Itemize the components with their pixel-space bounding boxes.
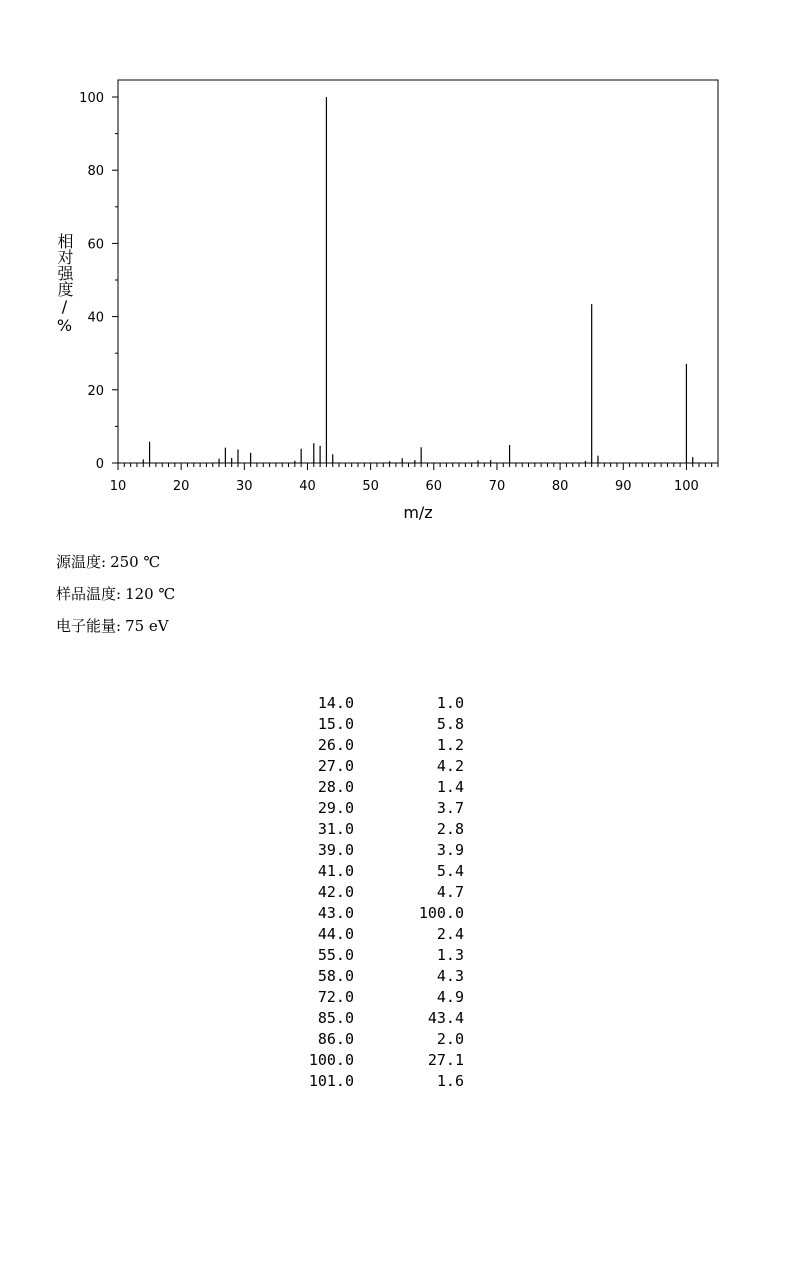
mz-cell: 26.0 [317, 736, 354, 754]
condition-label: 样品温度 [56, 585, 117, 603]
intensity-cell: 3.7 [436, 799, 464, 817]
y-axis-label: 相对强度/% [55, 233, 74, 335]
intensity-cell: 4.9 [436, 988, 464, 1006]
intensity-cell: 3.9 [436, 841, 464, 859]
plot-frame [118, 80, 718, 463]
condition-sample-temperature [56, 583, 175, 604]
condition-label: 电子能量 [56, 617, 117, 635]
x-tick-label: 50 [362, 479, 379, 494]
table-row [280, 777, 464, 798]
table-row [280, 756, 464, 777]
x-tick-label: 80 [551, 479, 569, 494]
mz-cell: 15.0 [317, 715, 354, 733]
intensity-cell: 100.0 [418, 904, 464, 922]
intensity-cell: 1.4 [436, 778, 464, 796]
condition-value: 250 ℃ [110, 553, 161, 571]
intensity-cell: 1.3 [436, 946, 464, 964]
y-tick-label: 60 [87, 237, 104, 253]
table-row [280, 840, 464, 861]
intensity-cell: 4.3 [436, 967, 464, 985]
y-axis [79, 91, 118, 472]
mz-cell: 41.0 [317, 862, 354, 880]
table-row [280, 987, 464, 1008]
intensity-cell: 1.2 [436, 736, 464, 754]
intensity-cell: 5.4 [436, 862, 464, 880]
table-row [280, 861, 464, 882]
condition-electron-energy [56, 615, 169, 636]
mz-cell: 85.0 [317, 1009, 354, 1027]
condition-source-temperature [56, 551, 160, 572]
table-row [280, 1071, 464, 1092]
mz-cell: 100.0 [308, 1051, 354, 1069]
x-tick-label: 10 [109, 479, 127, 494]
mz-cell: 28.0 [317, 778, 354, 796]
table-row [280, 945, 464, 966]
mz-cell: 39.0 [317, 841, 354, 859]
table-row [280, 966, 464, 987]
x-tick-label: 100 [674, 479, 699, 494]
y-tick-label: 80 [87, 164, 104, 180]
peak-bars [143, 97, 692, 463]
mz-cell: 14.0 [317, 694, 354, 712]
table-row [280, 735, 464, 756]
table-row [280, 1029, 464, 1050]
table-row [280, 924, 464, 945]
x-tick-label: 60 [425, 479, 443, 494]
intensity-cell: 5.8 [436, 715, 464, 733]
mz-cell: 101.0 [308, 1072, 354, 1090]
intensity-cell: 1.6 [436, 1072, 464, 1090]
mz-cell: 29.0 [317, 799, 354, 817]
x-tick-label: 20 [172, 479, 190, 494]
mz-cell: 72.0 [317, 988, 354, 1006]
x-tick-label: 70 [488, 479, 506, 494]
table-row [280, 1050, 464, 1071]
table-row [280, 819, 464, 840]
mz-cell: 44.0 [317, 925, 354, 943]
mz-cell: 86.0 [317, 1030, 354, 1048]
condition-label: 源温度 [56, 553, 102, 571]
x-axis [110, 463, 718, 494]
intensity-cell: 2.0 [436, 1030, 464, 1048]
intensity-cell: 43.4 [427, 1009, 464, 1027]
mz-cell: 55.0 [317, 946, 354, 964]
x-tick-label: 40 [299, 479, 316, 494]
intensity-cell: 4.2 [436, 757, 464, 775]
peak-table [280, 693, 464, 1092]
y-tick-label: 100 [79, 91, 104, 106]
table-row [280, 882, 464, 903]
intensity-cell: 4.7 [436, 883, 464, 901]
intensity-cell: 2.4 [436, 925, 464, 943]
condition-value: 75 eV [125, 617, 169, 635]
condition-separator: : [116, 617, 122, 635]
mz-cell: 27.0 [317, 757, 354, 775]
table-row [280, 798, 464, 819]
peak-table-body [280, 693, 464, 1092]
x-axis-label: m/z [403, 503, 433, 522]
table-row [280, 903, 464, 924]
intensity-cell: 27.1 [427, 1051, 464, 1069]
condition-separator: : [116, 585, 122, 603]
intensity-cell: 1.0 [436, 694, 464, 712]
table-row [280, 693, 464, 714]
x-tick-label: 90 [614, 479, 632, 494]
y-tick-label: 40 [87, 310, 104, 326]
x-tick-label: 30 [236, 479, 253, 494]
mz-cell: 43.0 [317, 904, 354, 922]
y-tick-label: 0 [95, 457, 104, 472]
table-row [280, 714, 464, 735]
mz-cell: 58.0 [317, 967, 354, 985]
condition-separator: : [101, 553, 107, 571]
table-row [280, 1008, 464, 1029]
y-tick-label: 20 [87, 383, 104, 399]
mass-spectrum-chart [0, 0, 794, 540]
mz-cell: 42.0 [317, 883, 354, 901]
intensity-cell: 2.8 [436, 820, 464, 838]
mz-cell: 31.0 [317, 820, 354, 838]
condition-value: 120 ℃ [125, 585, 176, 603]
